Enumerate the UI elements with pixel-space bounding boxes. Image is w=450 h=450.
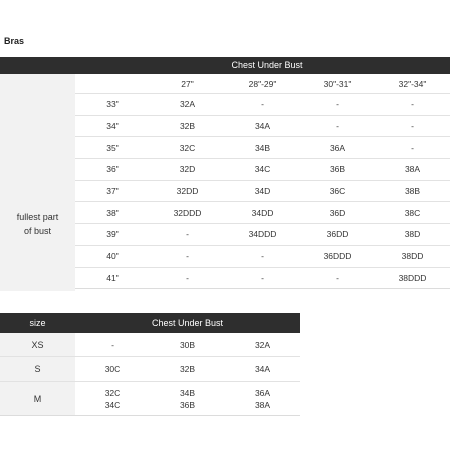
table-cell: 38C: [404, 207, 421, 218]
table-cell: 34B 36B: [179, 387, 196, 410]
section-title: Bras: [4, 36, 25, 46]
column-header: 30"-31": [323, 78, 352, 89]
table-cell: 36A: [329, 142, 346, 153]
column-header: 28"-29": [248, 78, 277, 89]
table-cell: 38DDD: [398, 272, 427, 283]
size-label: XS: [0, 333, 75, 356]
column-header: 27": [181, 78, 194, 89]
table-cell: 36C: [329, 186, 346, 197]
table-row: [75, 94, 450, 116]
row-label: 40": [106, 251, 119, 262]
table-row: [75, 137, 450, 159]
table-cell: -: [186, 229, 189, 240]
table-cell: 32A: [179, 99, 196, 110]
table-cell: -: [411, 121, 414, 132]
table-row: [75, 181, 450, 203]
chest-under-bust-header: Chest Under Bust: [151, 318, 224, 328]
table-cell: 36D: [329, 207, 346, 218]
table-cell: 32C: [179, 142, 196, 153]
table-cell: 34D: [254, 186, 271, 197]
table-cell: 34B: [254, 142, 271, 153]
table-cell: 36A 38A: [254, 387, 271, 410]
table-cell: 38B: [404, 186, 421, 197]
table-cell: 38DD: [401, 251, 424, 262]
row-label: 33": [106, 99, 119, 110]
row-label: 41": [106, 272, 119, 283]
size-header: size: [29, 318, 46, 328]
table-cell: 34DDD: [248, 229, 277, 240]
table-body: [75, 74, 450, 289]
table-cell: 38D: [404, 229, 421, 240]
table-cell: -: [261, 99, 264, 110]
table-header: [0, 57, 450, 74]
row-label: 34": [106, 121, 119, 132]
table-cell: 38A: [404, 164, 421, 175]
table-cell: -: [411, 142, 414, 153]
table-cell: 30B: [179, 339, 196, 350]
row-label: 35": [106, 142, 119, 153]
fullest-part-column: [0, 74, 75, 291]
table-row: [0, 382, 300, 416]
table-cell: -: [111, 339, 114, 350]
table-cell: 34DD: [251, 207, 274, 218]
table-cell: 36DD: [326, 229, 349, 240]
table-row: [75, 224, 450, 246]
table-cell: 32DDD: [173, 207, 202, 218]
table-row: [0, 357, 300, 382]
row-label: 39": [106, 229, 119, 240]
table-cell: 30C: [104, 364, 121, 374]
table-cell: 36B: [329, 164, 346, 175]
table-cell: -: [411, 99, 414, 110]
table-cell: 34A: [254, 364, 271, 374]
table-cell: -: [261, 251, 264, 262]
table-cell: 32D: [179, 164, 196, 175]
table-cell: 32B: [179, 364, 196, 374]
table-row: [0, 333, 300, 357]
column-header-row: [75, 74, 450, 94]
bra-size-table-letter: [0, 313, 300, 416]
table-cell: 32B: [179, 121, 196, 132]
size-label: S: [0, 357, 75, 381]
table-cell: 36DDD: [323, 251, 352, 262]
row-label: 37": [106, 186, 119, 197]
row-label: 36": [106, 164, 119, 175]
table-cell: 32A: [254, 339, 271, 350]
table-cell: 32C 34C: [104, 387, 121, 410]
table-cell: -: [336, 272, 339, 283]
table-row: [75, 246, 450, 268]
table-row: [75, 116, 450, 138]
table-row: [75, 268, 450, 290]
table-cell: -: [186, 251, 189, 262]
table-header: [0, 313, 300, 333]
table-cell: -: [186, 272, 189, 283]
table-cell: 34A: [254, 121, 271, 132]
table-cell: 32DD: [176, 186, 199, 197]
table-row: [75, 159, 450, 181]
table-cell: -: [336, 121, 339, 132]
table-row: [75, 202, 450, 224]
table-cell: 34C: [254, 164, 271, 175]
chest-under-bust-header: Chest Under Bust: [231, 60, 303, 70]
row-label: 38": [106, 207, 119, 218]
bra-size-table-bust: [0, 57, 450, 291]
table-cell: -: [261, 272, 264, 283]
size-label: M: [0, 382, 75, 415]
table-cell: -: [336, 99, 339, 110]
fullest-part-label: fullest part of bust: [16, 212, 59, 236]
column-header: 32"-34": [398, 78, 427, 89]
